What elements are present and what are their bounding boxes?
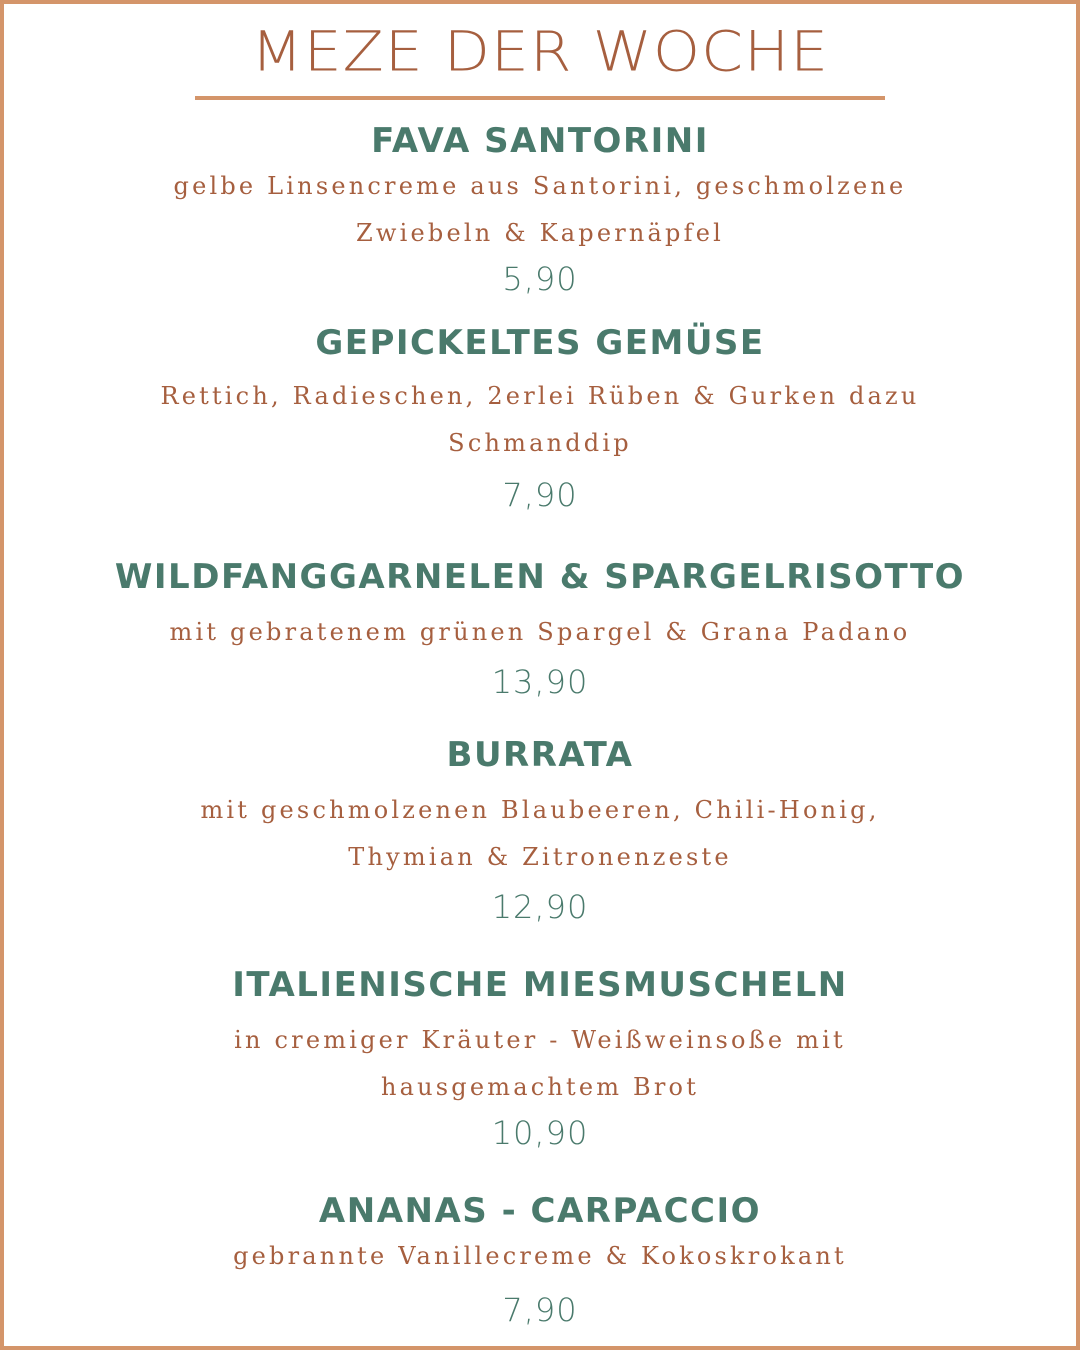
title-divider xyxy=(195,96,885,100)
dish-description: mit geschmolzenen Blaubeeren, Chili-Honig, Thymian & Zitronenzeste xyxy=(200,796,880,871)
menu-item-italienische-miesmuscheln xyxy=(4,963,1076,1155)
dish-description: gebrannte Vanillecreme & Kokoskrokant xyxy=(233,1242,847,1270)
dish-price: 10,90 xyxy=(491,1114,589,1152)
menu-item-fava-santorini xyxy=(4,119,1076,301)
dish-price: 12,90 xyxy=(491,888,589,926)
dish-name: ITALIENISCHE MIESMUSCHELN xyxy=(232,965,848,1005)
dish-name: GEPICKELTES GEMÜSE xyxy=(315,323,765,363)
menu-item-gepickeltes-gemuese xyxy=(4,321,1076,517)
dish-name: BURRATA xyxy=(446,735,634,775)
dish-description: gelbe Linsencreme aus Santorini, geschmolzene Zwiebeln & Kapernäpfel xyxy=(173,172,907,247)
dish-price: 7,90 xyxy=(502,1291,578,1329)
menu-item-ananas-carpaccio xyxy=(4,1189,1076,1332)
dish-description: mit gebratenem grünen Spargel & Grana Padano xyxy=(169,618,911,646)
menu-title: MEZE DER WOCHE xyxy=(250,19,830,85)
dish-price: 7,90 xyxy=(502,476,578,514)
dish-price: 13,90 xyxy=(491,663,589,701)
dish-name: ANANAS - CARPACCIO xyxy=(318,1191,762,1231)
menu-item-wildfanggarnelen xyxy=(4,555,1076,704)
dish-description: Rettich, Radieschen, 2erlei Rüben & Gurken dazu Schmanddip xyxy=(160,382,920,457)
menu-item-burrata xyxy=(4,733,1076,929)
dish-name: WILDFANGGARNELEN & SPARGELRISOTTO xyxy=(114,557,966,597)
dish-description: in cremiger Kräuter - Weißweinsoße mit hausgemachtem Brot xyxy=(234,1026,846,1101)
dish-price: 5,90 xyxy=(502,260,578,298)
dish-name: FAVA SANTORINI xyxy=(371,121,709,161)
